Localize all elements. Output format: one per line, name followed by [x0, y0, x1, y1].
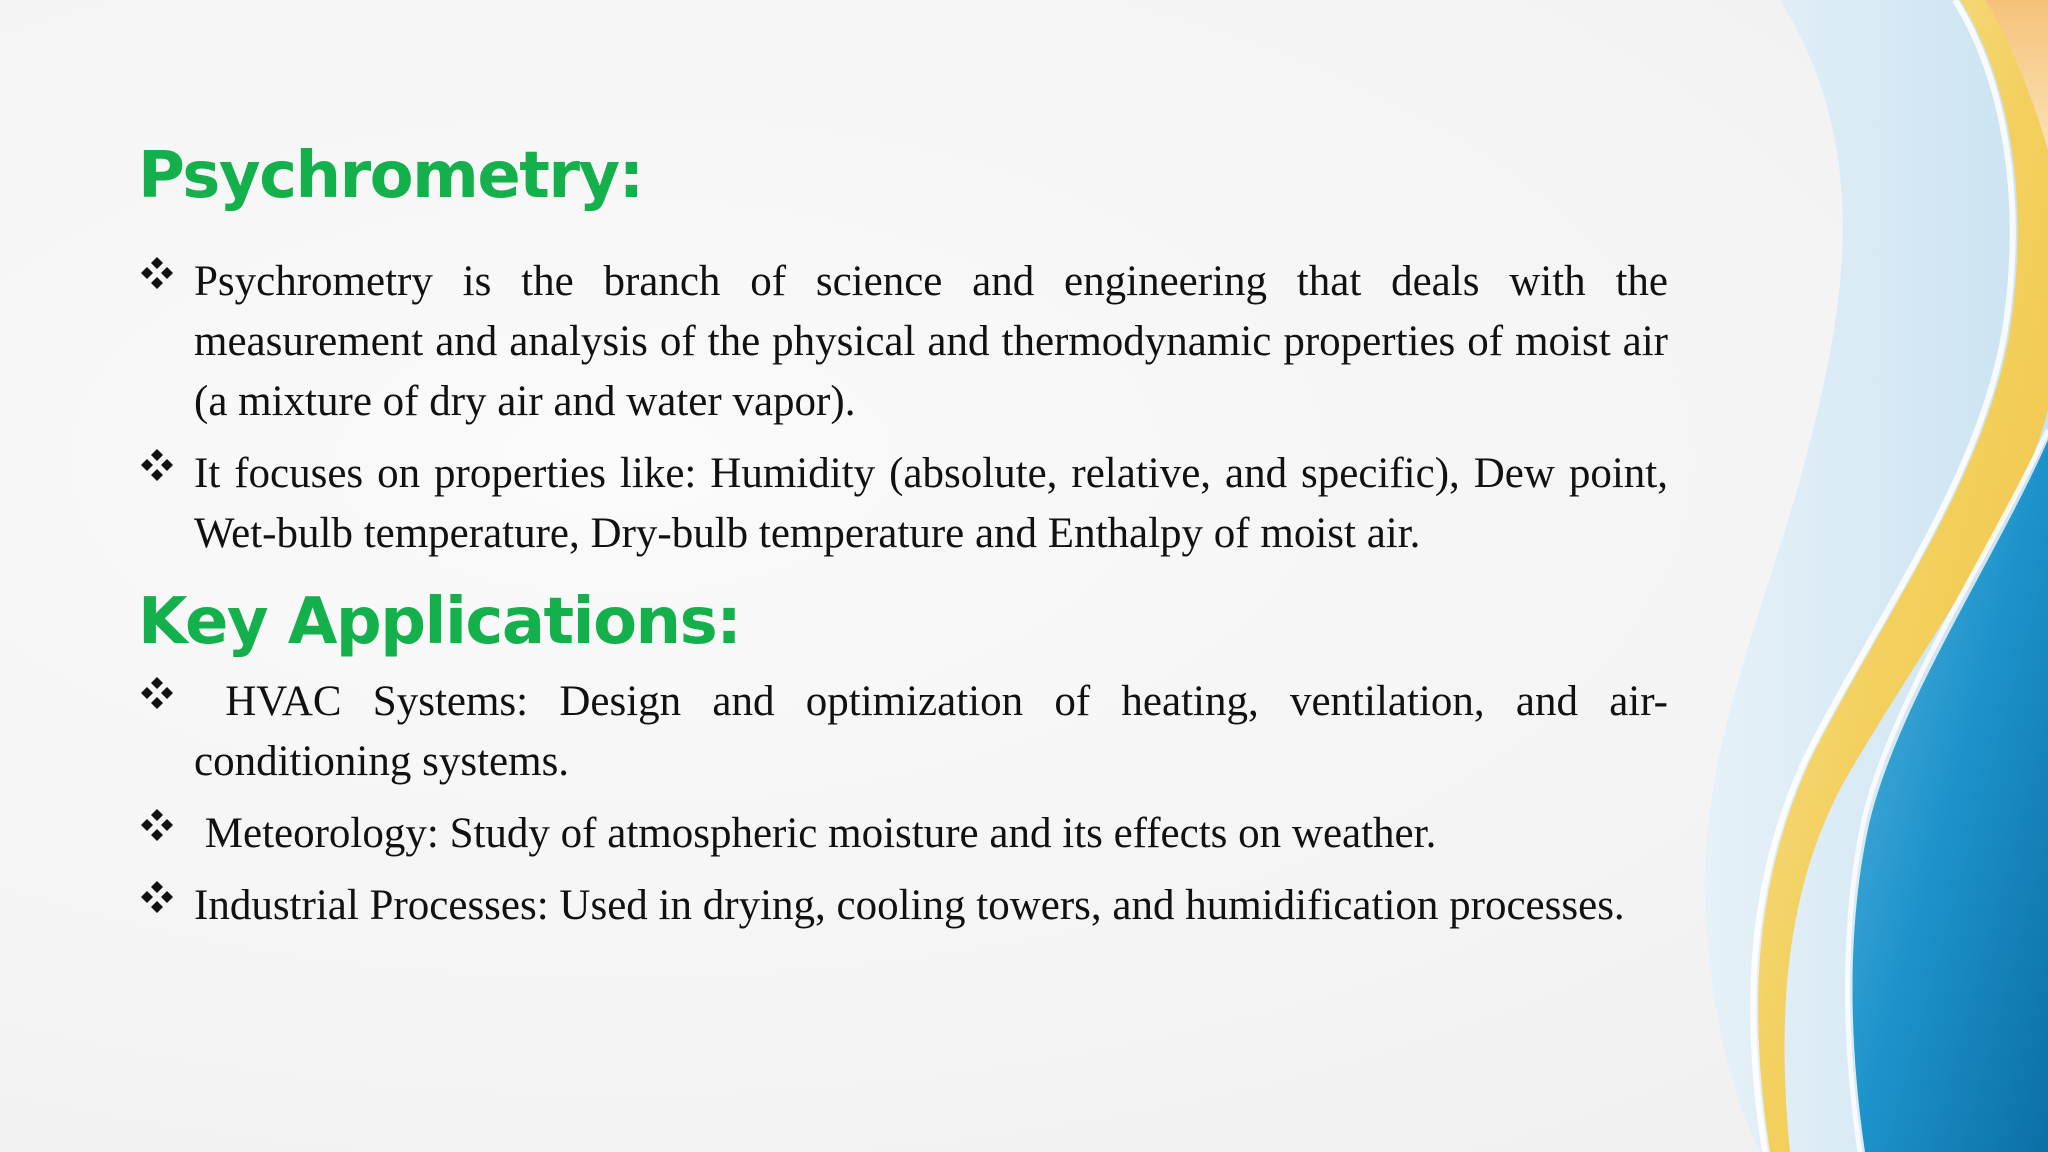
diamond-four-bullet-icon — [140, 676, 174, 710]
bullet-list-key-applications — [138, 672, 1668, 936]
diamond-four-bullet-icon — [140, 448, 174, 482]
bullet-item — [138, 876, 1668, 936]
diamond-four-bullet-icon — [140, 808, 174, 842]
bullet-text: Industrial Processes: Used in drying, cooling towers, and humidification processes. — [194, 882, 1625, 929]
section-heading-psychrometry: Psychrometry: — [138, 139, 643, 213]
diamond-four-bullet-icon — [140, 880, 174, 914]
bullet-text: Meteorology: Study of atmospheric moisture and its effects on weather. — [194, 810, 1437, 857]
bullet-text: HVAC Systems: Design and optimization of heating, ventilation, and air-conditioning systems. — [194, 678, 1669, 785]
bullet-text: It focuses on properties like: Humidity (absolute, relative, and specific), Dew point, Wet-bulb temperature, Dry-bulb temperature and Enthalpy of moist air. — [194, 450, 1668, 557]
bullet-item — [138, 672, 1668, 792]
bullet-item — [138, 252, 1668, 432]
slide-content — [138, 130, 1668, 948]
bullet-list-psychrometry — [138, 252, 1668, 564]
section-heading-key-applications: Key Applications: — [138, 585, 741, 659]
bullet-item — [138, 444, 1668, 564]
bullet-text: Psychrometry is the branch of science and engineering that deals with the measurement and analysis of the physical and thermodynamic properties of moist air (a mixture of dry air and water vapor). — [194, 258, 1668, 425]
bullet-item — [138, 804, 1668, 864]
diamond-four-bullet-icon — [140, 256, 174, 290]
